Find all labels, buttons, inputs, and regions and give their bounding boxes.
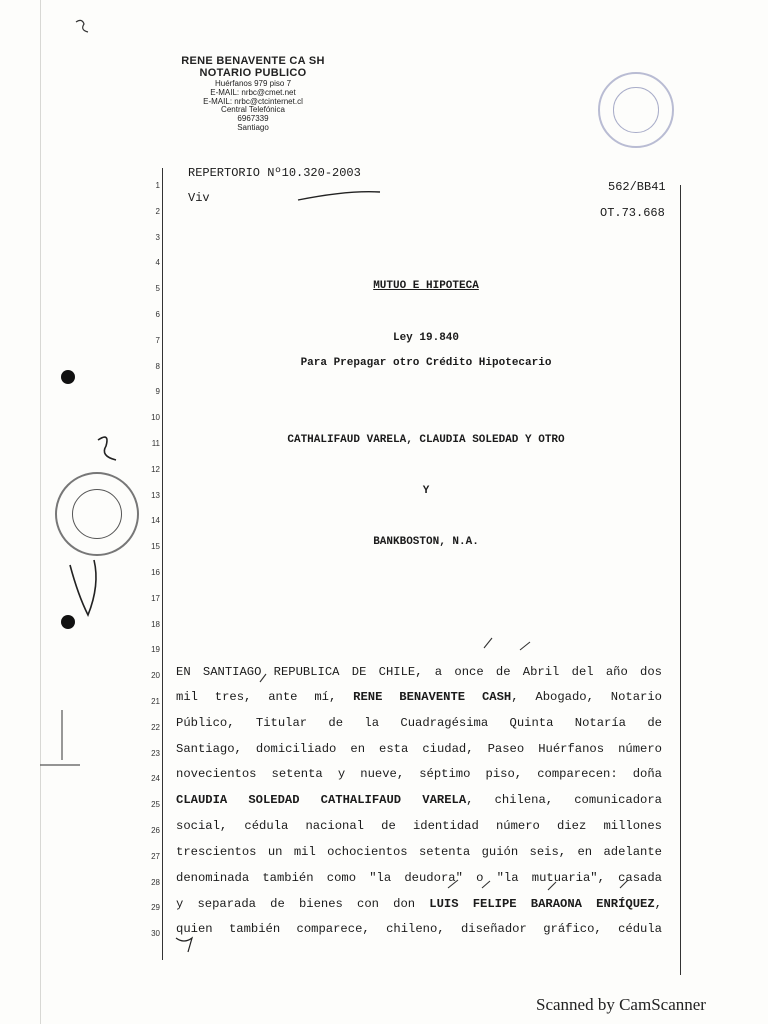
line-number: 14 xyxy=(151,516,160,526)
body-line-28: denominada también como "la deudora" o "la mutuaria", casada xyxy=(176,871,662,885)
body-line-22: Público, Titular de la Cuadragésima Quinta Notaría de xyxy=(176,716,662,730)
line-number: 1 xyxy=(155,181,160,190)
line-number: 8 xyxy=(155,361,160,371)
notary-address: Huérfanos 979 piso 7 xyxy=(214,78,292,88)
repertorio-number: REPERTORIO Nº10.320-2003 xyxy=(188,166,361,180)
line-number: 22 xyxy=(151,722,160,732)
code-2: OT.73.668 xyxy=(600,206,665,220)
body-line-21: mil tres, ante mí, RENE BENAVENTE CASH, Abogado, Notario xyxy=(176,690,662,704)
line-number: 18 xyxy=(151,619,160,629)
line-number: 17 xyxy=(151,593,160,603)
line-number: 9 xyxy=(155,387,160,397)
notary-phone: 6967339 xyxy=(237,114,269,124)
notary-email-2: E-MAIL: nrbc@ctcinternet.cl xyxy=(203,96,303,106)
party-two: BANKBOSTON, N.A. xyxy=(373,536,479,548)
line-number: 26 xyxy=(151,826,160,835)
line-number: 20 xyxy=(151,671,160,681)
right-margin-rule xyxy=(680,185,681,975)
debtor-name: CLAUDIA SOLEDAD CATHALIFAUD VARELA xyxy=(176,793,467,807)
body-line-24: novecientos setenta y nueve, séptimo piso, comparecen: doña xyxy=(176,767,662,781)
notary-city: Santiago xyxy=(237,123,269,133)
line-number: 13 xyxy=(151,490,160,500)
body-line-23: Santiago, domiciliado en esta ciudad, Paseo Huérfanos número xyxy=(176,742,662,756)
line-number: 24 xyxy=(151,774,160,784)
line-number: 28 xyxy=(151,877,160,887)
left-margin-rule xyxy=(162,168,163,960)
scanner-watermark: Scanned by CamScanner xyxy=(536,995,706,1014)
body-line-27: trescientos un mil ochocientos setenta guión seis, en adelante xyxy=(176,845,662,859)
body-line-30: quien también comparece, chileno, diseñador gráfico, cédula xyxy=(176,922,662,936)
line-number: 16 xyxy=(151,568,160,577)
viv-label: Viv xyxy=(188,191,210,205)
party-one: CATHALIFAUD VARELA, CLAUDIA SOLEDAD Y OTRO xyxy=(287,434,565,446)
conjunction: Y xyxy=(422,485,430,497)
line-number: 12 xyxy=(151,464,160,474)
body-line-29: y separada de bienes con don LUIS FELIPE BARAONA ENRÍQUEZ, xyxy=(176,897,662,911)
notary-name-bold: RENE BENAVENTE CASH xyxy=(353,690,512,704)
spouse-name: LUIS FELIPE BARAONA ENRÍQUEZ xyxy=(429,897,655,911)
line-number: 30 xyxy=(151,929,160,939)
notary-email-1: E-MAIL: nrbc@cmet.net xyxy=(210,87,296,97)
line-number: 19 xyxy=(151,645,160,655)
purpose-line: Para Prepagar otro Crédito Hipotecario xyxy=(300,357,552,369)
line-number: 23 xyxy=(151,748,160,758)
line-number: 4 xyxy=(155,258,160,268)
body-line-26: social, cédula nacional de identidad número diez millones xyxy=(176,819,662,833)
line-number: 25 xyxy=(151,800,160,810)
line-number: 15 xyxy=(151,542,160,552)
body-line-25: CLAUDIA SOLEDAD CATHALIFAUD VARELA, chilena, comunicadora xyxy=(176,793,662,807)
notary-phone-label: Central Telefónica xyxy=(221,105,285,115)
line-number: 10 xyxy=(151,413,160,423)
line-number: 5 xyxy=(155,284,160,294)
document-title: MUTUO E HIPOTECA xyxy=(373,280,479,292)
line-number: 21 xyxy=(151,697,160,706)
line-number: 2 xyxy=(155,206,160,216)
line-number: 29 xyxy=(151,903,160,913)
law-reference: Ley 19.840 xyxy=(392,332,459,344)
code-1: 562/BB41 xyxy=(608,180,666,194)
body-line-20: EN SANTIAGO REPUBLICA DE CHILE, a once de Abril del año dos xyxy=(176,665,662,679)
notary-name: RENE BENAVENTE CA SH xyxy=(181,55,325,67)
line-number: 27 xyxy=(151,851,160,861)
line-number: 3 xyxy=(155,232,160,242)
line-number: 7 xyxy=(155,335,160,345)
line-number: 6 xyxy=(155,310,160,319)
notary-title: NOTARIO PUBLICO xyxy=(199,67,307,80)
line-number: 11 xyxy=(151,439,160,448)
